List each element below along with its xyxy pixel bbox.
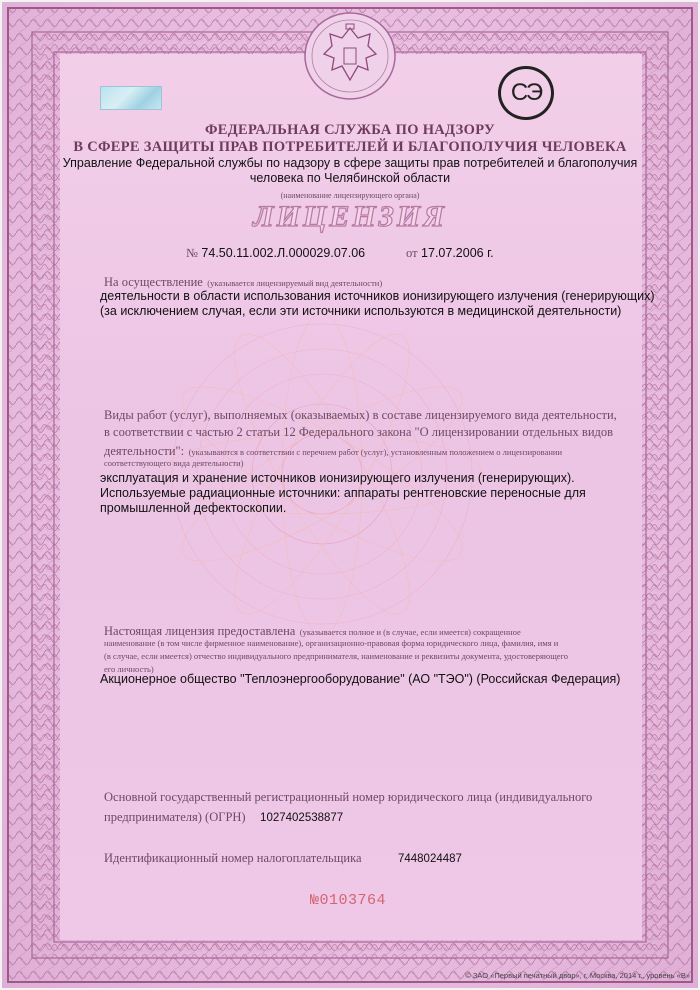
number-prefix: № [186,246,198,260]
ogrn-label-line-1: Основной государственный регистрационный номер юридического лица (индивидуального [104,790,593,804]
license-number-row [186,246,365,261]
license-title: ЛИЦЕНЗИЯ [253,200,447,233]
hologram-patch [100,86,162,110]
sce-mark: СЭ [510,79,542,106]
works-label-line-1: Виды работ (услуг), выполняемых (оказываемых) в составе лицензируемого вида деятельности, [104,408,617,422]
issuer-caption: (наименование лицензирующего органа) [280,191,420,200]
license-date-row [406,246,494,261]
ogrn-label-line-2: предпринимателя) (ОГРН) [104,810,246,824]
ogrn-value: 1027402538877 [260,812,344,824]
works-value-line-2: Используемые радиационные источники: аппараты рентгеновские переносные для [100,486,586,500]
holder-caption-line-4: его личность) [104,664,154,674]
agency-line-2: В СФЕРЕ ЗАЩИТЫ ПРАВ ПОТРЕБИТЕЛЕЙ И БЛАГОПОЛУЧИЯ ЧЕЛОВЕКА [73,139,627,155]
works-value-line-3: промышленной дефектоскопии. [100,501,287,515]
date-prefix: от [406,246,418,260]
holder-caption-line-2: наименование (в том числе фирменное наименование), организационно-правовая форма юридического лица, фамилия, имя и [104,638,559,648]
holder-value: Акционерное общество "Теплоэнергооборудование" (АО "ТЭО") (Российская Федерация) [100,672,621,686]
holder-caption-line-3: (в случае, если имеется) отчество индивидуального предпринимателя, наименование и реквизиты документа, удостоверяющего [104,651,569,661]
inn-value: 7448024487 [397,853,462,865]
form-serial-number: №0103764 [310,892,387,909]
inn-row [104,849,462,867]
sce-logo [498,66,554,120]
inn-label: Идентификационный номер налогоплательщика [104,851,362,865]
works-label-line-2: в соответствии с частью 2 статьи 12 Федерального закона "О лицензировании отдельных видов [104,425,614,439]
license-number: 74.50.11.002.Л.000029.07.06 [201,246,366,260]
holder-caption-line-1: (указывается полное и (в случае, если имеется) сокращенное [299,627,521,637]
department-line-1: Управление Федеральной службы по надзору в сфере защиты прав потребителей и благополучия [62,156,638,170]
department-line-2: человека по Челябинской области [249,171,451,185]
activity-caption: (указывается лицензируемый вид деятельности) [207,278,383,288]
ogrn-row [104,808,343,826]
works-label-line-3: деятельности": [104,444,185,458]
works-caption-line-1: (указываются в соответствии с перечнем работ (услуг), установленным положением о лицензировании [188,447,562,457]
coat-of-arms-emblem [302,10,398,102]
activity-value-line-2: (за исключением случая, если эти источники используются в медицинской деятельности) [100,304,622,318]
works-caption-line-2: соответствующего вида деятельности) [104,458,244,468]
works-value-line-1: эксплуатация и хранение источников ионизирующего излучения (генерирующих). [100,471,575,485]
agency-line-1: ФЕДЕРАЛЬНАЯ СЛУЖБА ПО НАДЗОРУ [205,122,495,138]
activity-value-line-1: деятельности в области использования источников ионизирующего излучения (генерирующих) [100,289,655,303]
printer-footer: © ЗАО «Первый печатный двор», г. Москва, 2014 г., уровень «В» [465,971,690,980]
activity-label: На осуществление [104,275,203,289]
license-date: 17.07.2006 г. [421,246,494,260]
holder-label: Настоящая лицензия предоставлена [104,624,296,638]
